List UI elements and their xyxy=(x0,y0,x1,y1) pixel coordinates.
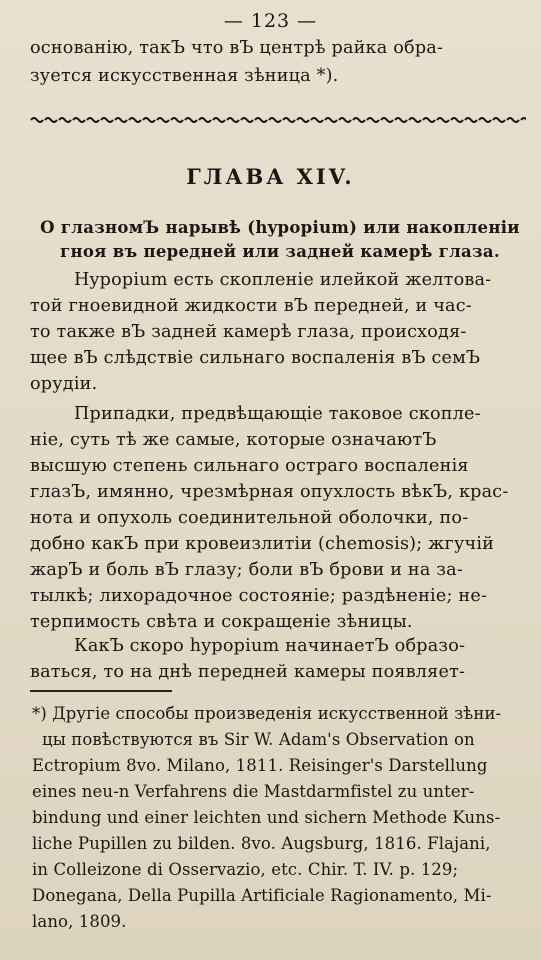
footnote-line: bindung und einer leichten und sichern Methode Kuns- xyxy=(32,808,501,827)
paragraph-line: то также вЪ задней камерѣ глаза, происходя- xyxy=(30,322,467,342)
footnote-line: liche Pupillen zu bilden. 8vo. Augsburg, 1816. Flajani, xyxy=(32,834,491,853)
text-line: основанію, такЪ что вЪ центрѣ райка обра- xyxy=(30,38,444,58)
paragraph-line: той гноевидной жидкости вЪ передней, и час- xyxy=(30,296,472,316)
chapter-subtitle-line: О глазномЪ нарывѣ (hypopium) или накопленіи xyxy=(40,218,520,237)
paragraph-line: орудіи. xyxy=(30,374,98,394)
paragraph-line: терпимость свѣта и сокращеніе зѣницы. xyxy=(30,612,413,632)
footnote-line: Ectropium 8vo. Milano, 1811. Reisinger's Darstellung xyxy=(32,756,488,775)
footnote-line: eines neu-n Verfahrens die Mastdarmfistel zu unter- xyxy=(32,782,475,801)
paragraph-line: КакЪ скоро hypopium начинаетЪ образо- xyxy=(74,636,466,656)
paragraph-line: жарЪ и боль вЪ глазу; боли вЪ брови и на за- xyxy=(30,560,463,580)
paragraph-line: нота и опухоль соединительной оболочки, по- xyxy=(30,508,469,528)
paragraph-line: щее вЪ слѣдствіе сильнаго воспаленія вЪ семЪ xyxy=(30,348,481,368)
paragraph-line: добно какЪ при кровеизлитіи (chemosis); жгучій xyxy=(30,534,495,554)
ornamental-divider xyxy=(30,116,526,124)
paragraph-line: тылкѣ; лихорадочное состояніе; раздѣненіе; не- xyxy=(30,586,488,606)
footnote-line: Donegana, Della Pupilla Artificiale Ragionamento, Mi- xyxy=(32,886,492,905)
chapter-title: ГЛАВА XIV. xyxy=(186,164,355,189)
chapter-subtitle-line: гноя въ передней или задней камерѣ глаза. xyxy=(60,242,500,261)
page-number: — 123 — xyxy=(223,10,318,32)
paragraph-line: Припадки, предвѣщающіе таковое скопле- xyxy=(74,404,481,424)
paragraph-line: высшую степень сильнаго остраго воспаленія xyxy=(30,456,469,476)
footnote-line: *) Другіе способы произведенія искусственной зѣни- xyxy=(32,704,502,723)
paragraph-line: глазЪ, имянно, чрезмѣрная опухлость вѣкЪ, крас- xyxy=(30,482,509,502)
footnote-line: цы повѣствуются въ Sir W. Adam's Observation on xyxy=(42,730,475,749)
text-line: зуется искусственная зѣница *). xyxy=(30,66,339,86)
footnote-line: lano, 1809. xyxy=(32,912,127,931)
footnote-line: in Colleizone di Osservazio, etc. Chir. T. IV. p. 129; xyxy=(32,860,459,879)
footnote-rule xyxy=(30,690,172,692)
paragraph-line: ніе, суть тѣ же самые, которые означаютЪ xyxy=(30,430,437,450)
paragraph-line: Hypopium есть скопленіе илейкой желтова- xyxy=(74,270,492,290)
paragraph-line: ваться, то на днѣ передней камеры появляет- xyxy=(30,662,466,682)
